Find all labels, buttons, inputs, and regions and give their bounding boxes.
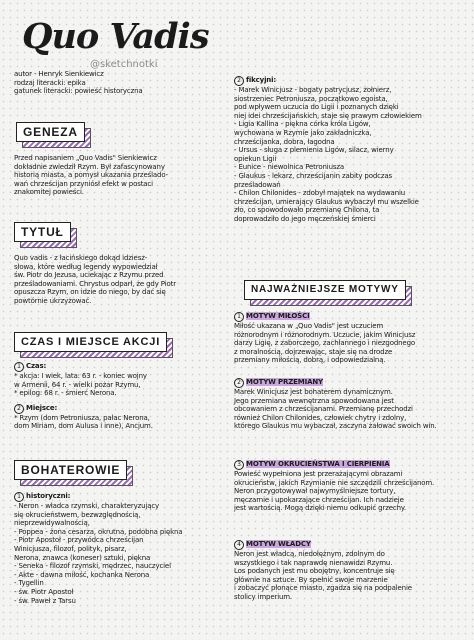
motyw-4-text: Neron jest władcą, niedołężnym, zdolnym do wszystkiego i tak naprawdę nienawidzi Rzymu. Los podanych jest mu obojętny, koncentruje się głównie na sztuce. By spełnić swoje marzenie i zobaczyć płonące miasto, zgadza się na podpalenie stolicy imperium. (234, 550, 412, 601)
fikcyjni-block (234, 76, 470, 224)
tytul-heading-box (14, 222, 71, 242)
historyczni-label: historyczni: (26, 492, 71, 500)
number-2-icon: 2 (234, 378, 244, 388)
czas-label: Czas: (26, 362, 47, 370)
historyczni-block (14, 492, 226, 605)
motyw-3-label: MOTYW OKRUCIEŃSTWA I CIERPIENIA (246, 460, 390, 468)
motyw-2 (234, 378, 470, 431)
motyw-4 (234, 540, 470, 602)
meta-kind: rodzaj literacki: epika (14, 78, 86, 87)
number-2-icon: 2 (14, 404, 24, 414)
watermark: @sketchnotki (90, 59, 158, 70)
czas-heading-box (14, 332, 167, 352)
page-title: Quo Vadis (22, 16, 209, 57)
czas-block (14, 362, 226, 431)
tytul-text-block (14, 254, 226, 306)
motyw-1-text: Miłość ukazana w „Quo Vadis" jest uczuciem różnorodnym i różnorodnym. Uczucie, jakim Winicjusz darzy Ligię, z zaborczego, zachłannego i niezgodnego z moralnością, dojrzewając, staje się na drodze przemiany miłością, dobrą, i odpowiedzialną. (234, 322, 416, 365)
czas-text: * akcja: I wiek, lata: 63 r. - koniec wojny w Armenii, 64 r. - wielki pożar Rzymu, * epilog: 68 r. - śmierć Nerona. (14, 372, 147, 398)
number-2-icon: 2 (234, 76, 244, 86)
bohaterowie-heading: BOHATEROWIE (14, 460, 127, 480)
motyw-2-label: MOTYW PRZEMIANY (246, 378, 323, 386)
motyw-3-text: Powieść wypełniona jest przerażającymi obrazami okrucieństw, jakich Rzymianie nie szczędzili chrześcijanom. Neron przygotowywał najwymyślniejsze tortury, męczarnie i upokarzające chrześcijan. Ich nadzieje jest wartością. Mogą dzięki niemu odkupić grzechy. (234, 470, 435, 513)
geneza-text-block (14, 154, 226, 197)
meta-genre: gatunek literacki: powieść historyczna (14, 87, 143, 96)
motywy-heading-box (244, 280, 406, 300)
meta-author: autor - Henryk Sienkiewicz (14, 70, 104, 78)
fikcyjni-text: - Marek Winicjusz - bogaty patrycjusz, żołnierz, siostrzeniec Petroniusza, początkowo egoista, pod wpływem uczucia do Ligii i poznanych dzięki niej idei chrześcijańskich, staje się prawym człowiekiem - Ligia Kallina - piękna córka króla Ligów, wychowana w Rzymie jako zakładniczka, chrześcijanka, dobra, łagodna - Ursus - sługa z plemienia Ligów, silacz, wierny opiekun Ligii - Eunice - niewolnica Petroniusza - Glaukus - lekarz, chrześcijanin zabity podczas prześladowań - Chilon Chilonides - zdobył majątek na wydawaniu chrześcijan, umierający Glaukus wybaczył mu wszelkie zło, co spowodowało przemianę Chilona, ta doprowadziło do jego męczeńskiej śmierci (234, 86, 422, 223)
tytul-heading: TYTUŁ (14, 222, 71, 242)
meta-info (14, 70, 224, 96)
geneza-heading-box (16, 122, 85, 142)
number-1-icon: 1 (234, 312, 244, 322)
motyw-1 (234, 312, 470, 365)
number-4-icon: 4 (234, 540, 244, 550)
fikcyjni-label: fikcyjni: (246, 76, 277, 84)
geneza-text: Przed napisaniem „Quo Vadis" Sienkiewicz dokładnie zwiedził Rzym. Był zafascynowany historią miasta, a pomysł ukazania prześlado- wań chrześcijan przyniósł efekt w postaci znakomitej powieści. (14, 154, 168, 197)
motyw-1-label: MOTYW MIŁOŚCI (246, 312, 310, 320)
number-1-icon: 1 (14, 362, 24, 372)
number-1-icon: 1 (14, 492, 24, 502)
tytul-text: Quo vadis - z łacińskiego dokąd idziesz- słowa, które według legendy wypowiedział św. Piotr do Jezusa, uciekając z Rzymu przed prześladowaniami. Chrystus odparł, że gdy Piotr opuszcza Rzym, on idzie do niego, by dać się powtórnie ukrzyżować. (14, 254, 176, 305)
motyw-4-label: MOTYW WŁADCY (246, 540, 311, 548)
czas-heading: CZAS I MIEJSCE AKCJI (14, 332, 167, 352)
motyw-2-text: Marek Winicjusz jest bohaterem dynamicznym. Jego przemiana wewnętrzna spowodowana jest obcowaniem z chrześcijanami. Przemianę przechodzi również Chilon Chilonides, człowiek chytry i zdolny, którego Glaukus mu wybaczał, zaczyna żałować swoich win. (234, 388, 437, 431)
historyczni-text: - Neron - władca rzymski, charakteryzujący się okrucieństwem, bezwzględnością, nieprzewidywalnością, - Poppea - żona cesarza, okrutna, podobna piękna - Piotr Apostoł - przywódca chrześcijan Winicjusza, filozof, polityk, pisarz, Nerona, znawca (koneser) sztuki, piękna - Seneka - filozof rzymski, mędrzec, nauczyciel - Akte - dawna miłość, kochanka Nerona - Tygellin - św. Piotr Apostoł - św. Paweł z Tarsu (14, 502, 183, 605)
motyw-3 (234, 460, 470, 513)
miejsce-label: Miejsce: (26, 403, 58, 412)
bohaterowie-heading-box (14, 460, 127, 480)
number-3-icon: 3 (234, 460, 244, 470)
miejsce-text: * Rzym (dom Petroniusza, pałac Nerona, dom Miriam, dom Aulusa i inne), Ancjum. (14, 413, 153, 431)
geneza-heading: GENEZA (16, 122, 85, 142)
motywy-heading: NAJWAŻNIEJSZE MOTYWY (244, 280, 406, 300)
